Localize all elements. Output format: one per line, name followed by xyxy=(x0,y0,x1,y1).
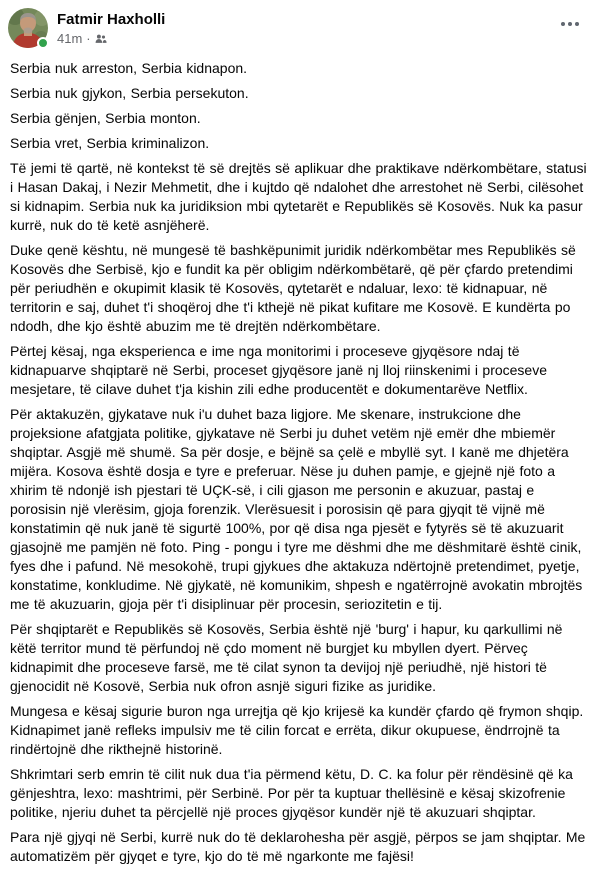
post-paragraph: Për shqiptarët e Republikës së Kosovës, Serbia është një 'burg' i hapur, ku qarkullimi në këtë territor mund të përfundoj në çdo moment në burgjet ku mbyllen dyert. Përveç kidnapimit dhe proceseve farsë, me të cilat synon ta devijoj një periudhë, një histori të gjenocidit në Kosovë, Serbia nuk ofron asnjë siguri fizike as juridike. xyxy=(10,621,563,694)
post-paragraph: Serbia nuk arreston, Serbia kidnapon. xyxy=(10,60,248,76)
post-paragraph: Për aktakuzën, gjykatave nuk i'u duhet baza ligjore. Me skenare, instrukcione dhe projeksione afatgjata politike, gjykatave në Serbi ju duhet vetëm një emër dhe mbiemër shqiptar. Asgjë më shumë. Sa për dosje, e bëjnë sa çelë e mbyllë syt. I kanë me dhjetëra mijëra. Kosova është dosja e tyre e preferuar. Nëse ju duhen pamje, e gjejnë një foto a xhirim të ndonjë ish pjestari të UÇK-së, i cili gjason me personin e akuzuar, pastaj e porosisin një vlerësim, gjoja forenzik. Vlerësuesit i porosisin që para gjyqit të vijnë më konstatimin që nuk janë të sigurtë 100%, por që disa nga pjesët e fytyrës së të akuzuarit gjasojnë me pamjën në foto. Ping - pongu i tyre me dëshmi dhe me dëshmitarë është cinik, fyes dhe i pafund. Në mesokohë, trupi gjykues dhe aktakuza ndërtojnë pretendimet, pyetje, konstatime, konkludime. Në gjykatë, në komunikim, shpesh e ngatërrojnë avokatin mbrojtës me të akuzuarin, gjoja për t'i disiplinuar për procesin, seriozitetin e tij. xyxy=(10,406,583,612)
post-paragraph: Serbia vret, Serbia kriminalizon. xyxy=(10,135,210,151)
post-paragraph: Para një gjyqi në Serbi, kurrë nuk do të deklarohesha për asgjë, përpos se jam shqiptar. Me automatizëm për gjyqet e tyre, kjo do të më ngarkonte me fajësi! xyxy=(10,829,586,864)
author-name[interactable]: Fatmir Haxholli xyxy=(57,11,166,28)
post-paragraph: Serbia gënjen, Serbia monton. xyxy=(10,110,201,126)
post-paragraph: Serbia nuk gjykon, Serbia persekuton. xyxy=(10,85,249,101)
avatar[interactable] xyxy=(8,8,48,48)
ellipsis-icon xyxy=(561,22,565,26)
friends-icon xyxy=(95,33,107,45)
meta-separator: · xyxy=(86,31,91,46)
post-paragraph: Të jemi të qartë, në kontekst të së drejtës së aplikuar dhe praktikave ndërkombëtare, statusi i Hasan Dakaj, i Nezir Mehmetit, dhe i kujtdo që ndalohet dhe arrestohet në Serbi, cilësohet si kidnapim. Serbia nuk ka juridiksion mbi qytetarët e Republikës së Kosovës. Nuk ka pasur kurrë, nuk do të ketë asnjëherë. xyxy=(10,160,587,233)
more-options-button[interactable] xyxy=(556,14,584,34)
online-status-dot xyxy=(37,37,49,49)
post-paragraph: Duke qenë kështu, në mungesë të bashkëpunimit juridik ndërkombëtar mes Republikës së Kosovës dhe Serbisë, kjo e fundit ka për obligim ndërkombëtarë, që për çfardo pretendimi për periudhën e okupimit klasik të Kosovës, qytetarët e ndaluar, lexo: të kidnapuar, në territorin e saj, duhet t'i shoqëroj dhe t'i kthejë në pikat kufitare me Kosovë. E kundërta po ndodh, dhe kjo është abuzim me të drejtën ndërkombëtare. xyxy=(10,242,576,334)
post-header xyxy=(0,0,602,48)
timestamp[interactable]: 41m xyxy=(57,31,83,46)
post-paragraph: Mungesa e kësaj sigurie buron nga urrejtja që kjo krijesë ka kundër çfardo që frymon shqip. Kidnapimet janë refleks impulsiv me të cilin forcat e errëta, dikur okupuese, ëndrrojnë ta rindërtojnë dhe rikthejnë historinë. xyxy=(10,703,584,757)
post-meta xyxy=(57,30,165,47)
header-text xyxy=(57,8,165,47)
ellipsis-icon xyxy=(575,22,579,26)
post-paragraph: Shkrimtari serb emrin të cilit nuk dua t'ia përmend këtu, D. C. ka folur për rëndësinë që ka gënjeshtra, lexo: mashtrimi, për Serbinë. Por për ta kuptuar thellësinë e kësaj skizofrenie politike, njeriu duhet ta përcjellë një proces gjyqësor kundër një të akuzuari shqiptar. xyxy=(10,766,573,820)
post-paragraph: Përtej kësaj, nga eksperienca e ime nga monitorimi i proceseve gjyqësore ndaj të kidnapuarve shqiptarë në Serbi, proceset gjyqësore janë nj lloj riinskenimi i proceseve mesjetare, të cilave duhet t'ja kishin zili edhe producentët e dokumentarëve Netflix. xyxy=(10,343,548,397)
ellipsis-icon xyxy=(568,22,572,26)
post-body xyxy=(0,48,602,876)
